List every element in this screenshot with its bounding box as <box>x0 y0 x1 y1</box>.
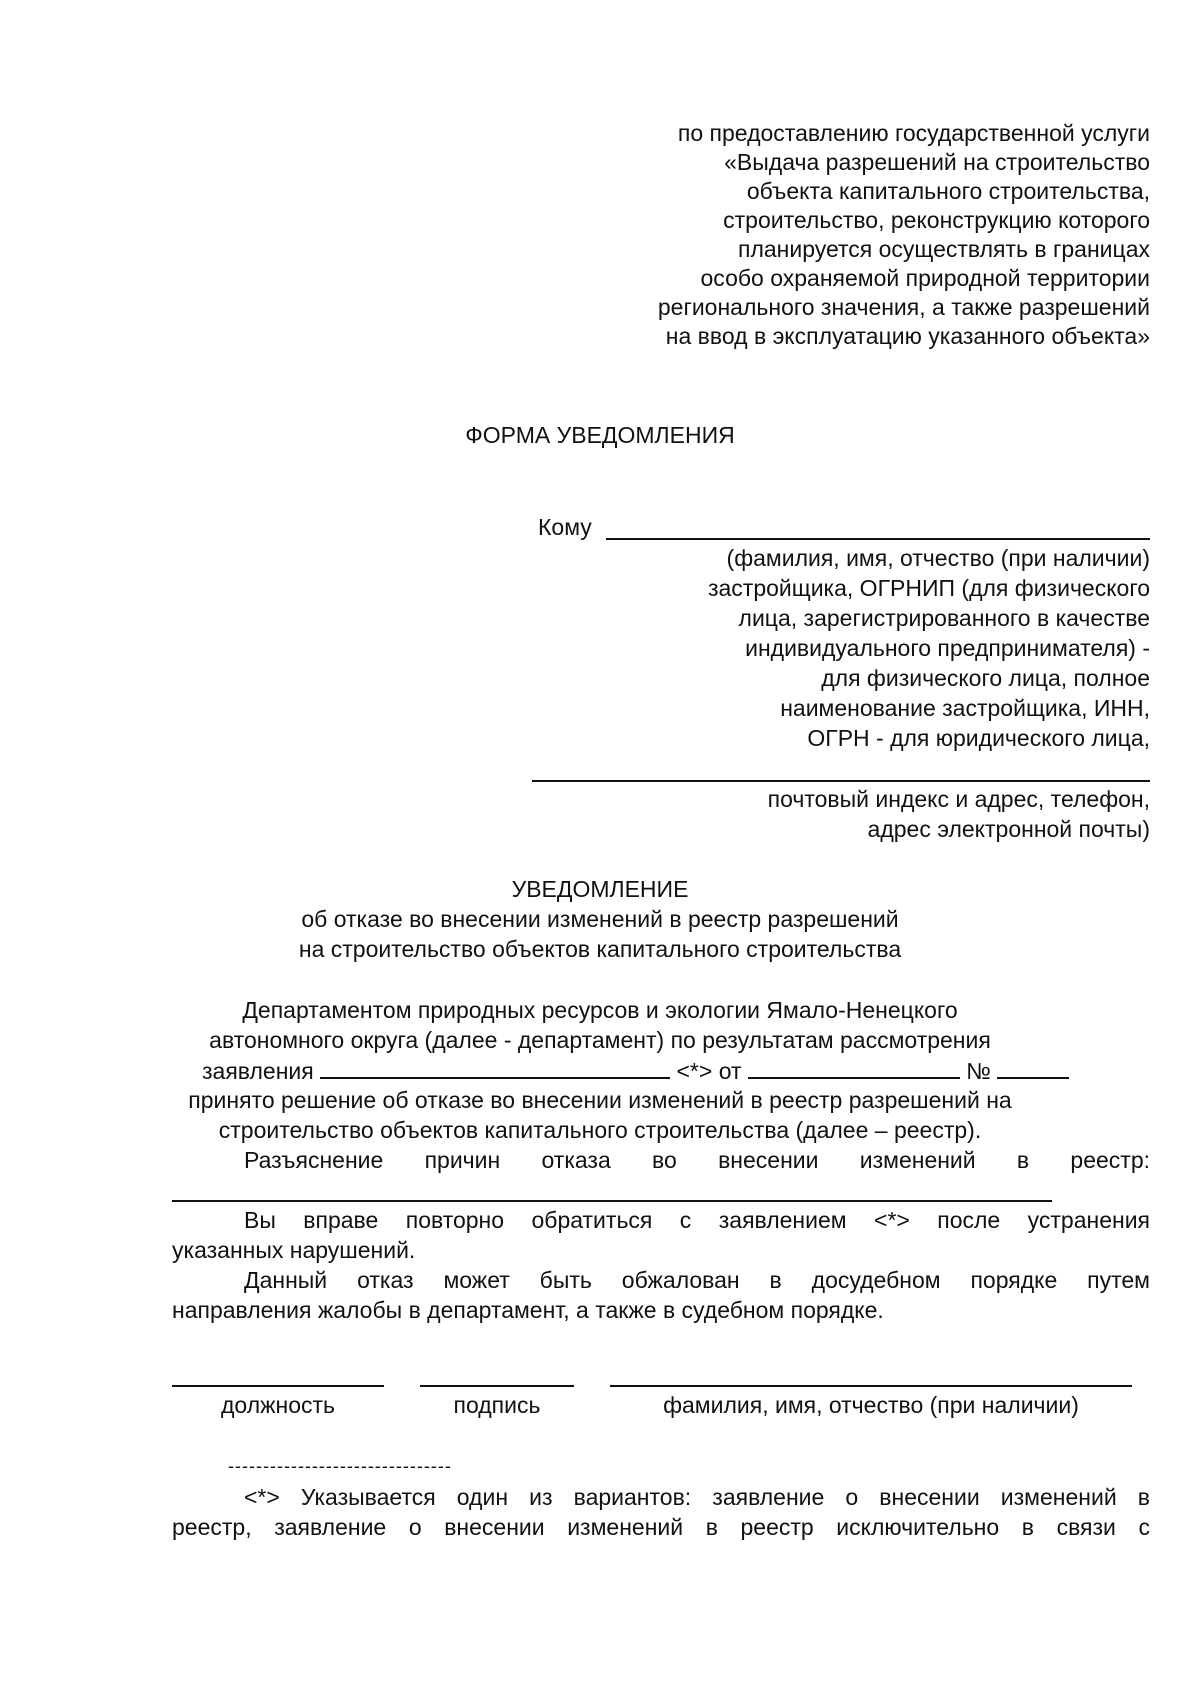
form-title: ФОРМА УВЕДОМЛЕНИЯ <box>465 422 735 448</box>
application-date-field[interactable] <box>748 1055 960 1079</box>
recipient-hint-line: ОГРН - для юридического лица, <box>807 725 1150 751</box>
header-line: по предоставлению государственной услуги <box>677 120 1150 146</box>
appeal-line-end: направления жалобы в департамент, а также в судебном порядке. <box>172 1297 884 1323</box>
signature-label: подпись <box>453 1392 541 1418</box>
header-line: строительство, реконструкцию которого <box>723 207 1150 233</box>
recipient-hint-line: лица, зарегистрированного в качестве <box>738 605 1150 631</box>
recipient-hint-line: индивидуального предпринимателя) - <box>745 635 1150 661</box>
header-line: регионального значения, а также разрешений <box>657 294 1150 320</box>
header-line: на ввод в эксплуатацию указанного объекта» <box>665 323 1150 349</box>
application-date-label: <*> от <box>676 1058 742 1084</box>
footnote-line: <*> Указывается один из вариантов: заявление о внесении изменений в <box>244 1484 1150 1510</box>
recipient-hint-line: наименование застройщика, ИНН, <box>780 695 1150 721</box>
header-line: особо охраняемой природной территории <box>700 265 1150 291</box>
appeal-line: Данный отказ может быть обжалован в досудебном порядке путем <box>244 1267 1150 1293</box>
application-number-field[interactable] <box>997 1055 1069 1079</box>
footnote-line: реестр, заявление о внесении изменений в реестр исключительно в связи с <box>172 1514 1150 1540</box>
header-line: объекта капитального строительства, <box>746 178 1150 204</box>
full-name-field[interactable] <box>610 1385 1132 1387</box>
body-line: принято решение об отказе во внесении изменений в реестр разрешений на <box>188 1087 1012 1113</box>
application-field[interactable] <box>320 1055 670 1079</box>
position-field[interactable] <box>172 1385 384 1387</box>
recipient-address-field[interactable] <box>532 780 1150 782</box>
recipient-hint-line: для физического лица, полное <box>821 665 1150 691</box>
full-name-label: фамилия, имя, отчество (при наличии) <box>663 1392 1079 1418</box>
recipient-label: Кому <box>538 514 592 540</box>
body-line: строительство объектов капитального строительства (далее – реестр). <box>218 1117 982 1143</box>
body-line: Департаментом природных ресурсов и экологии Ямало-Ненецкого <box>242 997 958 1023</box>
notice-subtitle-line: на строительство объектов капитального строительства <box>298 936 902 962</box>
position-label: должность <box>220 1392 336 1418</box>
reasons-field[interactable] <box>172 1200 1052 1202</box>
notice-title: УВЕДОМЛЕНИЕ <box>511 876 689 902</box>
application-number-label: № <box>966 1058 991 1084</box>
application-label: заявления <box>202 1058 314 1084</box>
address-hint-line: почтовый индекс и адрес, телефон, <box>767 786 1150 812</box>
repeat-line: Вы вправе повторно обратиться с заявлением <*> после устранения <box>244 1207 1150 1233</box>
header-line: «Выдача разрешений на строительство <box>724 149 1150 175</box>
recipient-hint-line: застройщика, ОГРНИП (для физического <box>707 575 1150 601</box>
notice-subtitle-line: об отказе во внесении изменений в реестр разрешений <box>301 906 899 932</box>
recipient-hint-line: (фамилия, имя, отчество (при наличии) <box>726 545 1150 571</box>
reasons-line: Разъяснение причин отказа во внесении изменений в реестр: <box>244 1147 1150 1173</box>
signature-field[interactable] <box>420 1385 574 1387</box>
recipient-name-field[interactable] <box>606 538 1150 540</box>
repeat-line-end: указанных нарушений. <box>172 1237 416 1263</box>
header-line: планируется осуществлять в границах <box>738 236 1150 262</box>
application-line <box>202 1055 1069 1086</box>
body-line: автономного округа (далее - департамент) по результатам рассмотрения <box>209 1027 991 1053</box>
address-hint-line: адрес электронной почты) <box>867 816 1150 842</box>
footnote-separator: -------------------------------- <box>228 1456 452 1476</box>
